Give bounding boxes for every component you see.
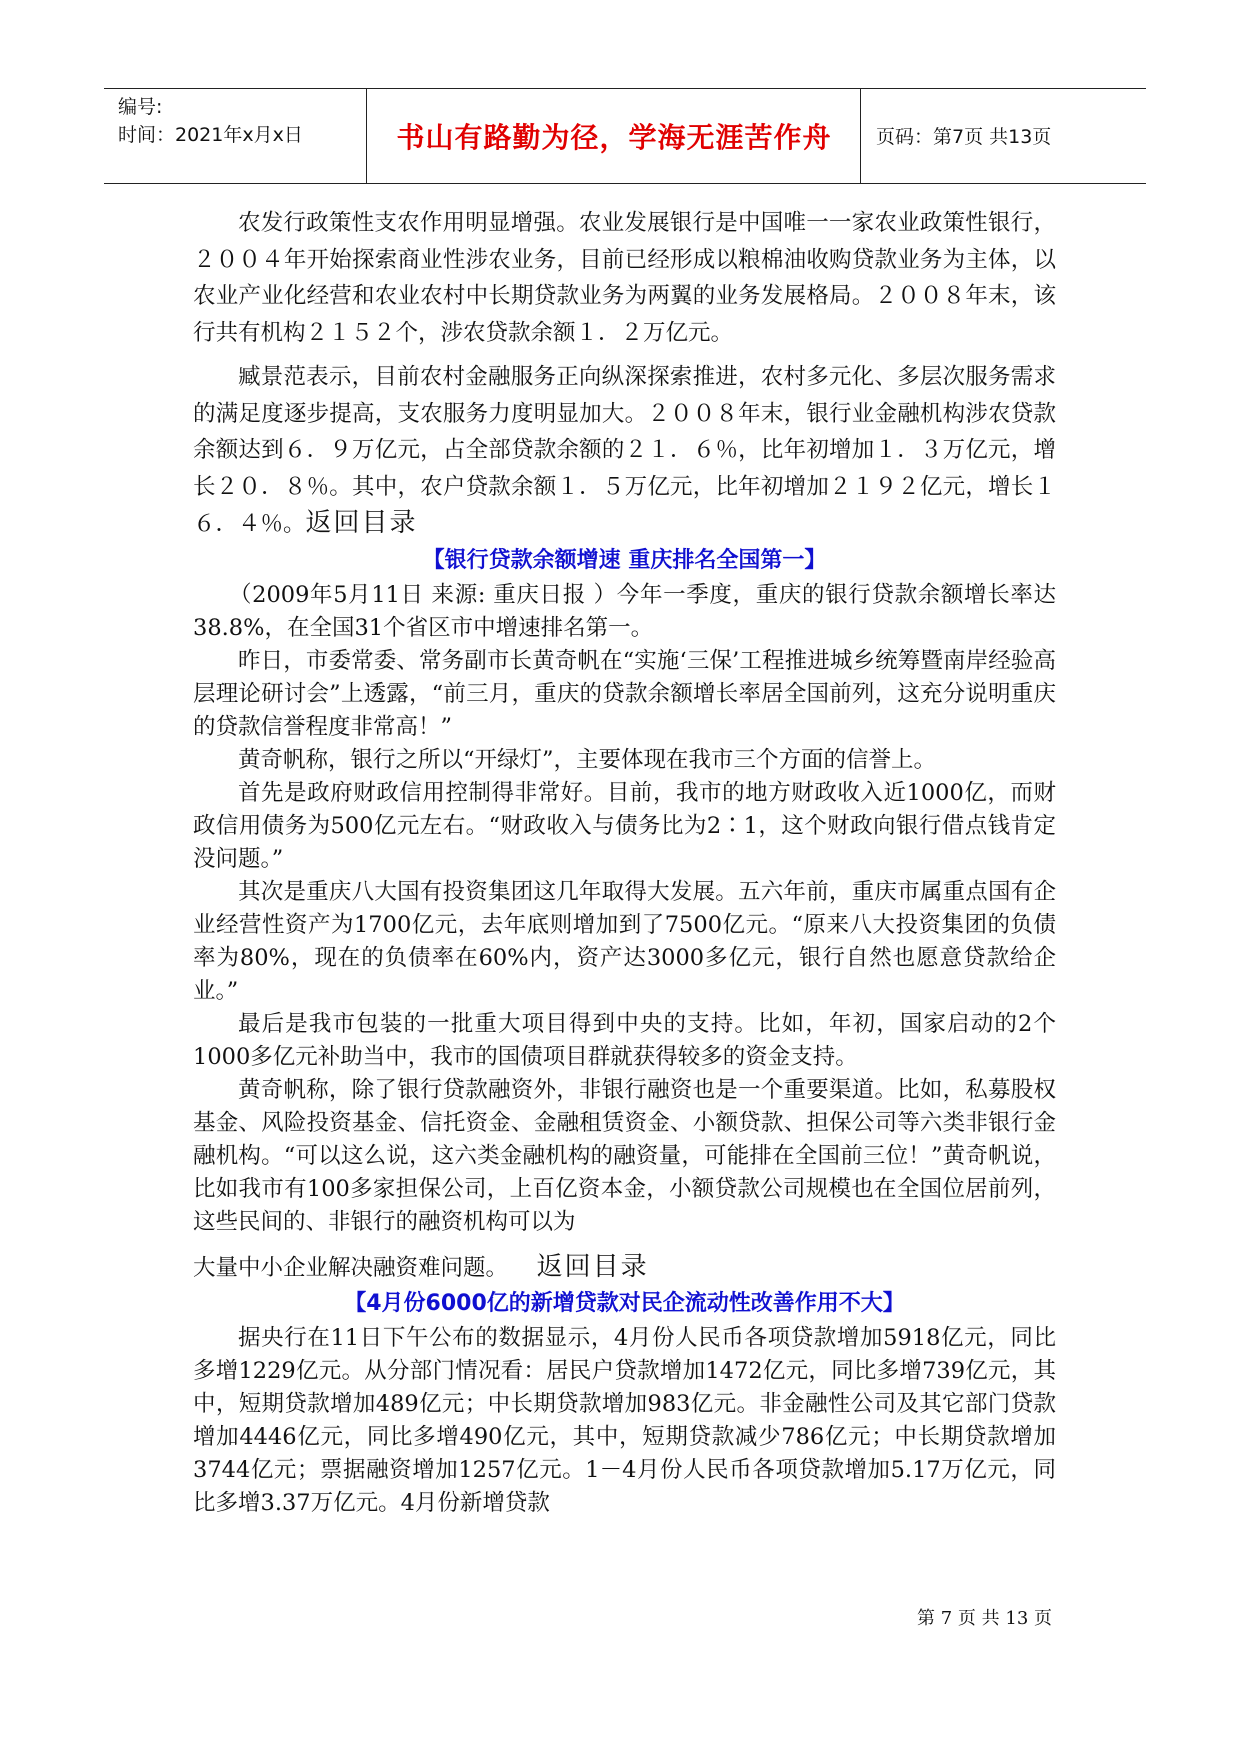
paragraph-text: 臧景范表示，目前农村金融服务正向纵深探索推进，农村多元化、多层次服务需求的满足度逐步提高，支农服务力度明显加大。２００８年末，银行业金融机构涉农贷款余额达到６．９万亿元，占全部贷款余额的２１．６％，比年初增加１．３万亿元，增长２０．８％。其中，农户贷款余额１．５万亿元，比年初增加２１９２亿元，增长１６．４％。	[193, 364, 1056, 537]
serial-number-label: 编号:	[118, 96, 163, 118]
paragraph: 黄奇帆称，除了银行贷款融资外，非银行融资也是一个重要渠道。比如，私募股权基金、风险投资基金、信托资金、金融租赁资金、小额贷款、担保公司等六类非银行金融机构。“可以这么说，这六类金融机构的融资量，可能排在全国前三位！”黄奇帆说，比如我市有100多家担保公司，上百亿资本金，小额贷款公司规模也在全国位居前列，这些民间的、非银行的融资机构可以为	[193, 1076, 1056, 1235]
paragraph-text: 大量中小企业解决融资难问题。	[193, 1254, 509, 1281]
back-to-toc-link[interactable]: 返回目录	[536, 1251, 649, 1282]
header-info	[118, 93, 366, 149]
page-header	[104, 88, 1146, 184]
page-footer: 第 7 页 共 13 页	[917, 1608, 1052, 1629]
header-divider	[860, 89, 861, 183]
section-heading: 【银行贷款余额增速 重庆排名全国第一】	[422, 547, 827, 573]
document-body	[193, 205, 1056, 1575]
header-divider	[366, 89, 367, 183]
paragraph: 首先是政府财政信用控制得非常好。目前，我市的地方财政收入近1000亿，而财政信用债务为500亿元左右。“财政收入与债务比为2∶1，这个财政向银行借点钱肯定没问题。”	[193, 779, 1056, 872]
header-motto: 书山有路勤为径，学海无涯苦作舟	[396, 120, 832, 154]
section-heading: 【4月份6000亿的新增贷款对民企流动性改善作用不大】	[344, 1291, 905, 1316]
paragraph: 据央行在11日下午公布的数据显示，4月份人民币各项贷款增加5918亿元，同比多增1229亿元。从分部门情况看：居民户贷款增加1472亿元，同比多增739亿元，其中，短期贷款增加489亿元；中长期贷款增加983亿元。非金融性公司及其它部门贷款增加4446亿元，同比多增490亿元，其中，短期贷款减少786亿元；中长期贷款增加3744亿元；票据融资增加1257亿元。1－4月份人民币各项贷款增加5.17万亿元，同比多增3.37万亿元。4月份新增贷款	[193, 1325, 1056, 1516]
time-label: 时间：2021年x月x日	[118, 124, 303, 146]
paragraph: 其次是重庆八大国有投资集团这几年取得大发展。五六年前，重庆市属重点国有企业经营性资产为1700亿元，去年底则增加到了7500亿元。“原来八大投资集团的负债率为80%，现在的负债率在60%内，资产达3000多亿元，银行自然也愿意贷款给企业。”	[193, 878, 1056, 1004]
paragraph: 最后是我市包装的一批重大项目得到中央的支持。比如，年初，国家启动的2个1000多亿元补助当中，我市的国债项目群就获得较多的资金支持。	[193, 1010, 1056, 1070]
paragraph: 农发行政策性支农作用明显增强。农业发展银行是中国唯一一家农业政策性银行，２００４年开始探索商业性涉农业务，目前已经形成以粮棉油收购贷款业务为主体，以农业产业化经营和农业农村中长期贷款业务为两翼的业务发展格局。２００８年末，该行共有机构２１５２个，涉农贷款余额１．２万亿元。	[193, 210, 1056, 346]
paragraph	[193, 1249, 1056, 1287]
header-page-number: 页码：第7页 共13页	[876, 126, 1052, 148]
paragraph: 黄奇帆称，银行之所以“开绿灯”，主要体现在我市三个方面的信誉上。	[238, 746, 937, 773]
paragraph	[193, 359, 1056, 543]
paragraph: （2009年5月11日 来源: 重庆日报 ）今年一季度，重庆的银行贷款余额增长率达38.8%，在全国31个省区市中增速排名第一。	[193, 581, 1056, 641]
paragraph: 昨日，市委常委、常务副市长黄奇帆在“实施‘三保’工程推进城乡统筹暨南岸经验高层理论研讨会”上透露，“前三月，重庆的贷款余额增长率居全国前列，这充分说明重庆的贷款信誉程度非常高！”	[193, 647, 1056, 740]
back-to-toc-link[interactable]: 返回目录	[305, 508, 418, 538]
